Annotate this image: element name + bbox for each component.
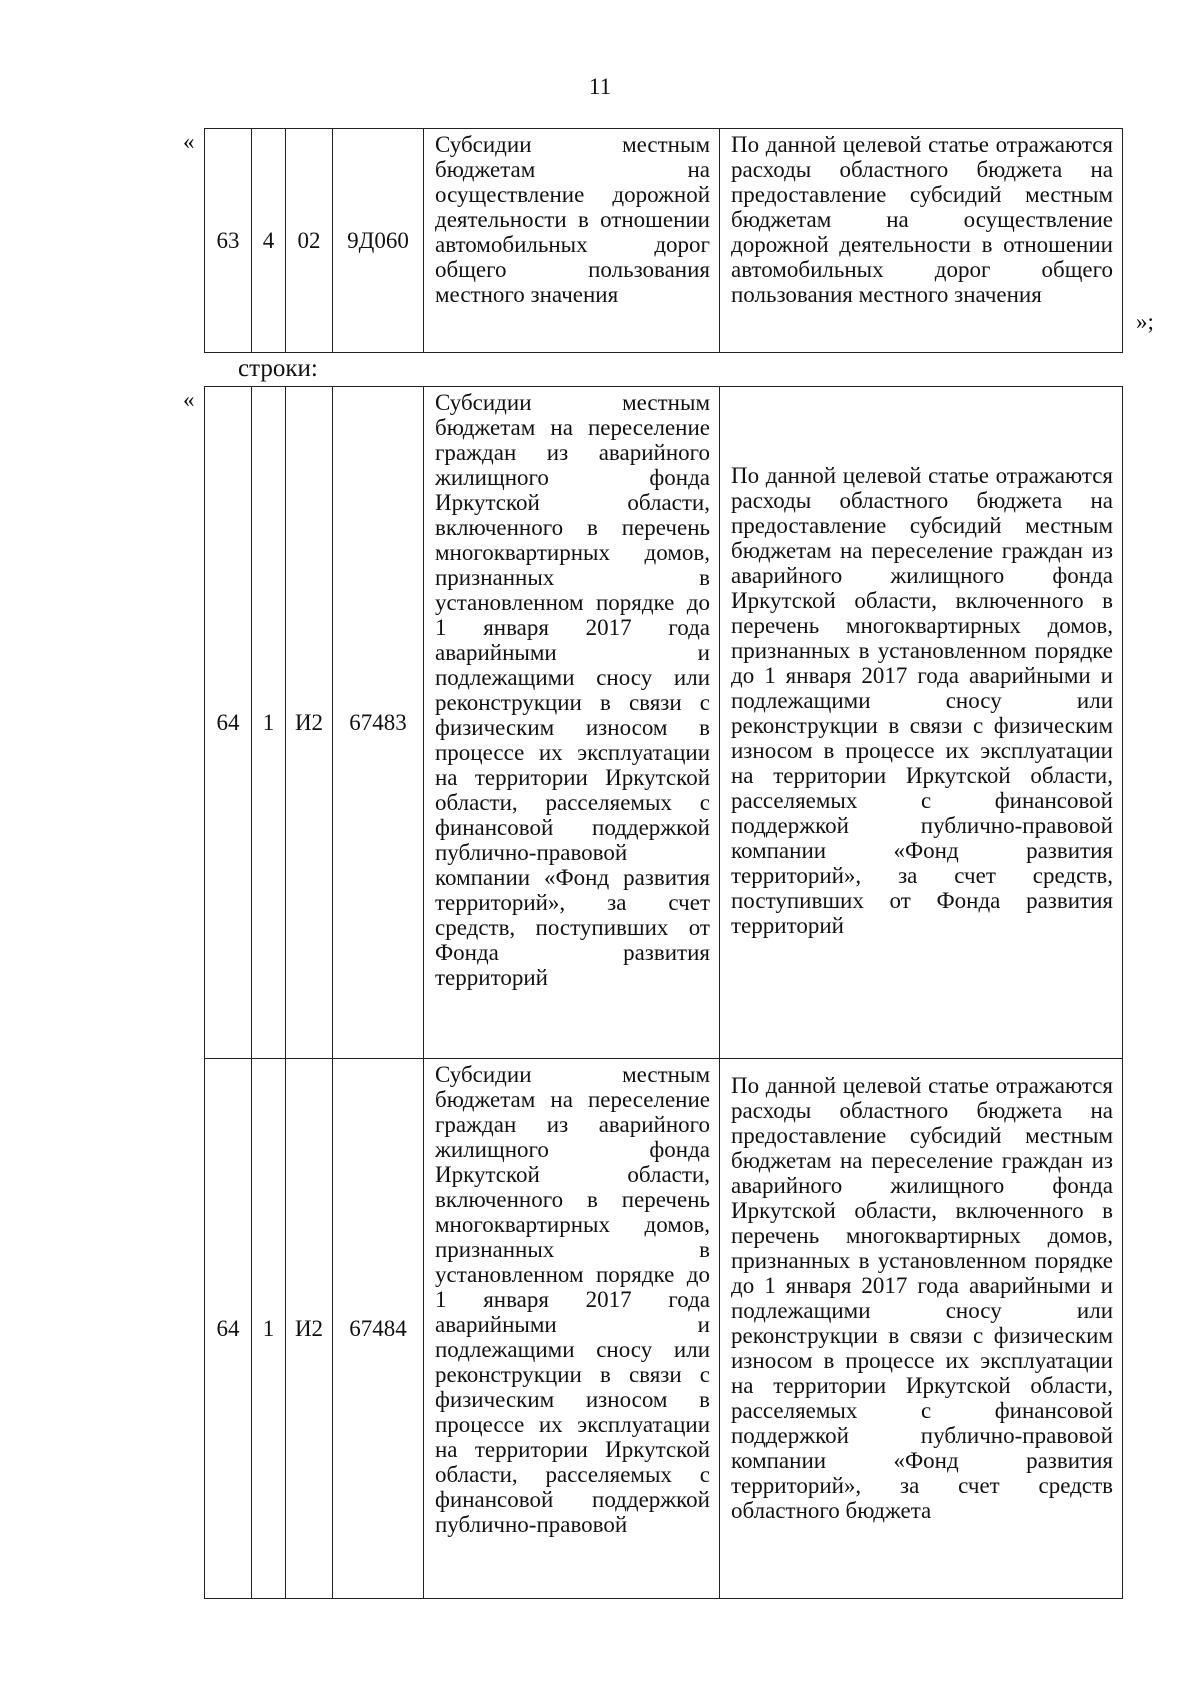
page-number: 11 xyxy=(588,74,612,99)
cell-code-2: 4 xyxy=(252,129,286,353)
cell-name: Субсидии местным бюджетам на переселение граждан из аварийного жилищного фонда Иркутской области, включенного в перечень многоквартирных домов, признанных в установленном порядке до 1 января 2017 года аварийными и подлежащими сносу или реконструкции в связи с физическим износом в процессе их эксплуатации на территории Иркутской области, расселяемых с финансовой поддержкой публично-правовой xyxy=(424,1059,720,1599)
opening-quote-2: « xyxy=(183,387,195,412)
cell-code-3: 02 xyxy=(286,129,333,353)
cell-code-1: 64 xyxy=(205,1059,252,1599)
closing-quote: »; xyxy=(1136,309,1154,334)
cell-code-1: 63 xyxy=(205,129,252,353)
cell-code-2: 1 xyxy=(252,1059,286,1599)
cell-code-2: 1 xyxy=(252,387,286,1059)
cell-code-4: 67484 xyxy=(333,1059,424,1599)
table-row xyxy=(205,387,1123,1059)
cell-description: По данной целевой статье отражаются расходы областного бюджета на предоставление субсидий местным бюджетам на переселение граждан из аварийного жилищного фонда Иркутской области, включенного в перечень многоквартирных домов, признанных в установленном порядке до 1 января 2017 года аварийными и подлежащими сносу или реконструкции в связи с физическим износом в процессе их эксплуатации на территории Иркутской области, расселяемых с финансовой поддержкой публично-правовой компании «Фонд развития территорий», за счет средств областного бюджета xyxy=(720,1059,1123,1599)
cell-name: Субсидии местным бюджетам на переселение граждан из аварийного жилищного фонда Иркутской области, включенного в перечень многоквартирных домов, признанных в установленном порядке до 1 января 2017 года аварийными и подлежащими сносу или реконструкции в связи с физическим износом в процессе их эксплуатации на территории Иркутской области, расселяемых с финансовой поддержкой публично-правовой компании «Фонд развития территорий», за счет средств, поступивших от Фонда развития территорий xyxy=(424,387,720,1059)
cell-description: По данной целевой статье отражаются расходы областного бюджета на предоставление субсидий местным бюджетам на переселение граждан из аварийного жилищного фонда Иркутской области, включенного в перечень многоквартирных домов, признанных в установленном порядке до 1 января 2017 года аварийными и подлежащими сносу или реконструкции в связи с физическим износом в процессе их эксплуатации на территории Иркутской области, расселяемых с финансовой поддержкой публично-правовой компании «Фонд развития территорий», за счет средств, поступивших от Фонда развития территорий xyxy=(720,387,1123,1059)
opening-quote: « xyxy=(183,129,195,154)
cell-code-4: 9Д060 xyxy=(333,129,424,353)
section-label: строки: xyxy=(238,355,318,382)
cell-name: Субсидии местным бюджетам на осуществление дорожной деятельности в отношении автомобильных дорог общего пользования местного значения xyxy=(424,129,720,353)
table-row xyxy=(205,129,1123,353)
table-after xyxy=(204,386,1123,1599)
cell-code-3: И2 xyxy=(286,1059,333,1599)
cell-code-1: 64 xyxy=(205,387,252,1059)
table-before xyxy=(204,128,1123,353)
cell-description: По данной целевой статье отражаются расходы областного бюджета на предоставление субсидий местным бюджетам на осуществление дорожной деятельности в отношении автомобильных дорог общего пользования местного значения xyxy=(720,129,1123,353)
table-row xyxy=(205,1059,1123,1599)
cell-code-4: 67483 xyxy=(333,387,424,1059)
cell-code-3: И2 xyxy=(286,387,333,1059)
